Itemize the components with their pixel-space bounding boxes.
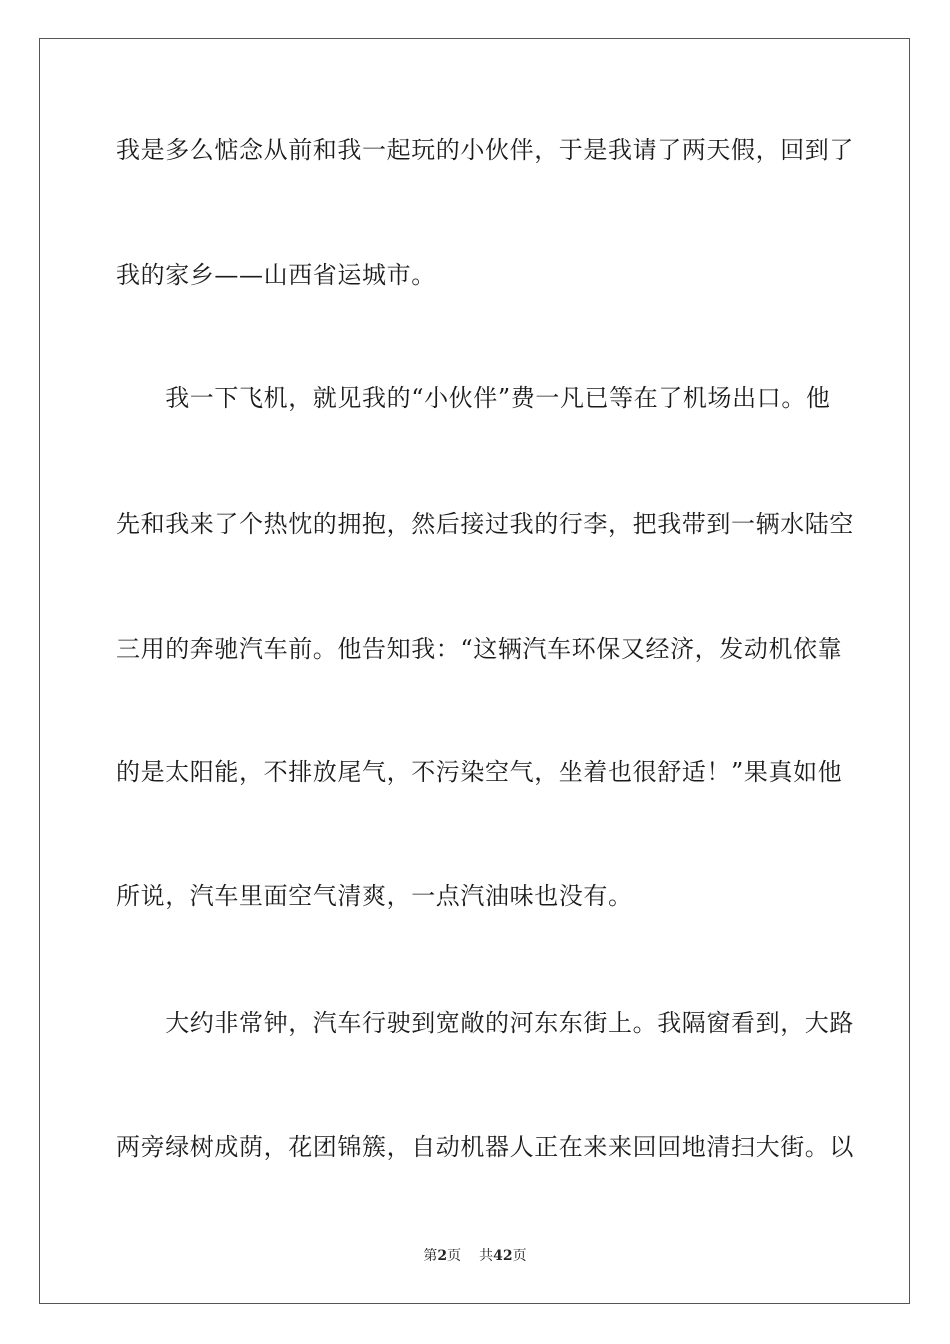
footer-page-suffix: 页 [447, 1248, 462, 1264]
text-line-3: 我一下飞机，就见我的“小伙伴”费一凡已等在了机场出口。他 [116, 384, 831, 412]
text-line-4: 先和我来了个热忱的拥抱，然后接过我的行李，把我带到一辆水陆空 [116, 510, 854, 538]
footer-total-suffix: 页 [512, 1248, 527, 1264]
text-line-8: 大约非常钟，汽车行驶到宽敞的河东东街上。我隔窗看到，大路 [116, 1009, 854, 1037]
text-line-2: 我的家乡——山西省运城市。 [116, 261, 436, 289]
footer-page-current: 2 [437, 1248, 448, 1264]
text-line-6: 的是太阳能，不排放尾气，不污染空气，坐着也很舒适！”果真如他 [116, 758, 843, 786]
footer-page-prefix: 第 [423, 1248, 438, 1264]
text-line-9: 两旁绿树成荫，花团锦簇，自动机器人正在来来回回地清扫大街。以 [116, 1133, 854, 1161]
footer-page-total: 42 [493, 1248, 513, 1264]
page-footer [0, 1247, 950, 1265]
text-line-1: 我是多么惦念从前和我一起玩的小伙伴，于是我请了两天假，回到了 [116, 136, 854, 164]
footer-total-prefix: 共 [479, 1248, 494, 1264]
page-border [39, 38, 910, 1304]
text-line-5: 三用的奔驰汽车前。他告知我：“这辆汽车环保又经济，发动机依靠 [116, 635, 843, 663]
text-line-7: 所说，汽车里面空气清爽，一点汽油味也没有。 [116, 882, 633, 910]
